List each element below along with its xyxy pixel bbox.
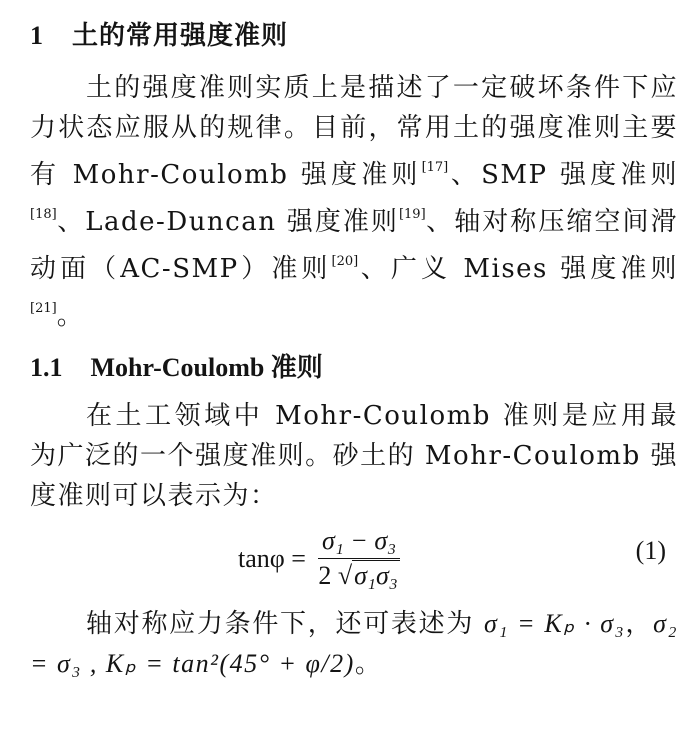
section-title: 土的常用强度准则: [72, 21, 289, 51]
citation-19: [19]: [398, 207, 426, 222]
paper-page: [30, 14, 678, 684]
intro-text-2: 、SMP 强度准则: [448, 160, 678, 190]
intro-text-3: 、Lade-Duncan 强度准则: [56, 207, 399, 237]
equation-lhs: tanφ =: [238, 543, 306, 573]
citation-21: [21]: [30, 301, 57, 316]
intro-text-6: 。: [56, 301, 85, 331]
equation-number: (1): [635, 536, 666, 565]
intro-text-4: 、轴对称压缩空间滑动面（AC-SMP）准则: [30, 207, 678, 284]
subsection-title: Mohr-Coulomb 准则: [90, 353, 323, 382]
equation-denominator: 2 √σ₁σ₃: [318, 561, 398, 590]
axisym-text-1: 轴对称应力条件下，还可表述为: [86, 609, 485, 639]
subsection-number: 1.1: [30, 353, 63, 382]
citation-20: [20]: [331, 254, 359, 269]
axisym-text-2: ，: [625, 609, 654, 639]
paragraph-mohr-coulomb: 在土工领域中 Mohr-Coulomb 准则是应用最为广泛的一个强度准则。砂土的 Mohr-Coulomb 强度准则可以表示为：: [30, 401, 678, 511]
equation-numerator: σ₁ − σ₃: [318, 526, 400, 559]
equation-block: [30, 520, 678, 602]
section-number: 1: [30, 21, 44, 50]
subsection-heading: [30, 348, 678, 388]
denominator-radicand: σ₁σ₃: [354, 561, 398, 590]
citation-18: [18]: [30, 207, 57, 222]
equation-fraction: [318, 526, 400, 591]
axisym-math-1: σ₁ = Kₚ · σ₃: [484, 609, 626, 638]
axisym-text-3: 。: [354, 649, 383, 679]
paragraph-axisymmetric: [30, 604, 678, 684]
section-heading: [30, 14, 678, 58]
denominator-coef: 2: [318, 561, 332, 590]
intro-text-5: 、广义 Mises 强度准则: [358, 254, 679, 284]
intro-text-1: 土的强度准则实质上是描述了一定破坏条件下应力状态应服从的规律。目前，常用土的强度准则主要有 Mohr-Coulomb 强度准则: [30, 73, 678, 190]
equation-1: [238, 526, 400, 591]
paragraph-intro: [30, 68, 678, 336]
axisym-math-2: σ₂ = σ₃ , Kₚ = tan²(45° + φ/2): [30, 609, 678, 678]
citation-17: [17]: [421, 160, 449, 175]
